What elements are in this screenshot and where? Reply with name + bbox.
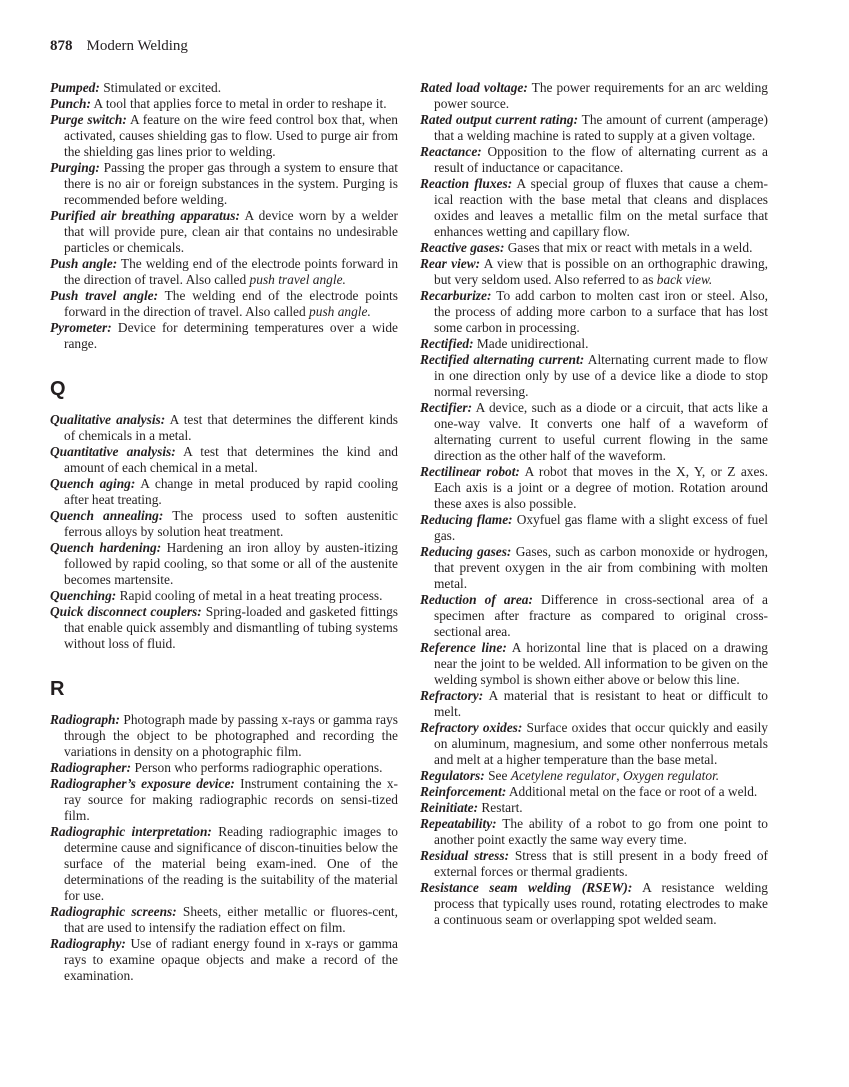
- glossary-term: Push angle:: [50, 256, 118, 271]
- glossary-definition: A test that determines the different kinds of chemicals in a metal.: [64, 412, 398, 443]
- glossary-definition: Hardening an iron alloy by austen-itizing followed by rapid cooling, so that some or all of the austenite becomes martensite.: [64, 540, 398, 587]
- glossary-definition: A feature on the wire feed control box that, when activated, causes shielding gas to flow. Used to purge air from the shielding gas lines prior to welding.: [64, 112, 398, 159]
- glossary-term: Rated output current rating:: [420, 112, 579, 127]
- glossary-definition: A horizontal line that is placed on a drawing near the joint to be welded. All information to be given on the welding symbol is shown either above or below this line.: [434, 640, 768, 687]
- glossary-entry: [420, 720, 768, 768]
- glossary-term: Purging:: [50, 160, 100, 175]
- glossary-definition: The power requirements for an arc welding power source.: [434, 80, 768, 111]
- glossary-term: Quantitative analysis:: [50, 444, 176, 459]
- glossary-entry: [50, 776, 398, 824]
- cross-reference: Acetylene regulator: [510, 768, 617, 783]
- glossary-definition: Stress that is still present in a body freed of external forces or thermal gradients.: [434, 848, 768, 879]
- glossary-definition: A view that is possible on an orthographic drawing, but very seldom used. Also referred to as: [434, 256, 768, 287]
- glossary-term: Reducing flame:: [420, 512, 513, 527]
- glossary-definition: The amount of current (amperage) that a welding machine is rated to supply at a given voltage.: [434, 112, 768, 143]
- glossary-definition: Person who performs radiographic operations.: [131, 760, 383, 775]
- glossary-entry: [420, 352, 768, 400]
- glossary-definition: A device worn by a welder that will provide pure, clean air that contains no undesirable particles or chemicals.: [64, 208, 398, 255]
- glossary-entry: [420, 880, 768, 928]
- glossary-term: Quench hardening:: [50, 540, 162, 555]
- glossary-entry: [420, 176, 768, 240]
- cross-reference: push travel angle.: [249, 272, 346, 287]
- glossary-entry: [420, 256, 768, 288]
- glossary-term: Rectified alternating current:: [420, 352, 585, 367]
- book-title: Modern Welding: [86, 38, 188, 54]
- cross-reference: push angle.: [309, 304, 371, 319]
- glossary-definition: The process used to soften austenitic ferrous alloys by solution heat treatment.: [64, 508, 398, 539]
- glossary-definition: Oxyfuel gas flame with a slight excess of fuel gas.: [434, 512, 768, 543]
- glossary-term: Quench aging:: [50, 476, 136, 491]
- glossary-term: Radiographic interpretation:: [50, 824, 212, 839]
- glossary-term: Radiograph:: [50, 712, 120, 727]
- glossary-definition: Device for determining temperatures over a wide range.: [64, 320, 398, 351]
- glossary-term: Quench annealing:: [50, 508, 164, 523]
- glossary-entry: [420, 784, 768, 800]
- glossary-term: Rated load voltage:: [420, 80, 528, 95]
- glossary-definition: ,: [616, 768, 623, 783]
- glossary-term: Reinitiate:: [420, 800, 479, 815]
- glossary-definition: Instrument containing the x-ray source for making radiographic records on sensi-tized film.: [64, 776, 399, 823]
- glossary-term: Radiographer’s exposure device:: [50, 776, 235, 791]
- glossary-term: Rear view:: [420, 256, 481, 271]
- glossary-column-left: [50, 80, 398, 984]
- glossary-entry: [50, 160, 398, 208]
- glossary-entry: [50, 320, 398, 352]
- glossary-definition: Surface oxides that occur quickly and easily on aluminum, magnesium, and some other nonferrous metals and melt at a higher temperature than the base metal.: [434, 720, 768, 767]
- glossary-term: Purge switch:: [50, 112, 127, 127]
- glossary-entry: [420, 640, 768, 688]
- glossary-entry: [50, 904, 398, 936]
- glossary-term: Push travel angle:: [50, 288, 159, 303]
- glossary-term: Resistance seam welding (RSEW):: [420, 880, 633, 895]
- glossary-term: Repeatability:: [420, 816, 497, 831]
- glossary-definition: A device, such as a diode or a circuit, that acts like a one-way valve. It converts one half of a waveform of alternating current to useful current flowing in the same direction as the other half of the waveform.: [434, 400, 768, 463]
- glossary-term: Quenching:: [50, 588, 117, 603]
- glossary-definition: The welding end of the electrode points forward in the direction of travel. Also called: [64, 256, 399, 287]
- glossary-entry: [420, 848, 768, 880]
- glossary-entry: [50, 936, 398, 984]
- glossary-entry: [50, 476, 398, 508]
- glossary-term: Reducing gases:: [420, 544, 512, 559]
- glossary-entry: [420, 144, 768, 176]
- glossary-term: Rectified:: [420, 336, 474, 351]
- glossary-definition: Gases, such as carbon monoxide or hydrogen, that prevent oxygen in the air from combining with molten metal.: [434, 544, 768, 591]
- glossary-entry: [50, 288, 398, 320]
- glossary-definition: A resistance welding process that typically uses round, rotating electrodes to make a continuous seam or overlapping spot welded seam.: [434, 880, 768, 927]
- glossary-term: Recarburize:: [420, 288, 492, 303]
- glossary-definition: Alternating current made to flow in one direction only by use of a device like a diode to stop normal reversing.: [434, 352, 769, 399]
- glossary-entry: [50, 256, 398, 288]
- glossary-entry: [50, 208, 398, 256]
- glossary-term: Quick disconnect couplers:: [50, 604, 202, 619]
- glossary-entry: [420, 544, 768, 592]
- glossary-entry: [420, 336, 768, 352]
- glossary-definition: Opposition to the flow of alternating current as a result of inductance or capacitance.: [434, 144, 768, 175]
- glossary-definition: To add carbon to molten cast iron or steel. Also, the process of adding more carbon to a surface that has lost some carbon in processing.: [434, 288, 768, 335]
- glossary-entry: [50, 712, 398, 760]
- glossary-definition: Passing the proper gas through a system to ensure that there is no air or foreign substances in the system. Purging is recommended before welding.: [64, 160, 398, 207]
- glossary-term: Reference line:: [420, 640, 507, 655]
- glossary-term: Radiography:: [50, 936, 126, 951]
- section-heading: R: [50, 678, 65, 700]
- glossary-term: Reinforcement:: [420, 784, 507, 799]
- glossary-definition: See: [484, 768, 511, 783]
- glossary-entry: [420, 464, 768, 512]
- glossary-entry: [420, 768, 768, 784]
- glossary-term: Regulators:: [420, 768, 485, 783]
- glossary-definition: Additional metal on the face or root of a weld.: [506, 784, 758, 799]
- glossary-entry: [420, 592, 768, 640]
- glossary-term: Pumped:: [50, 80, 100, 95]
- cross-reference: back view.: [656, 272, 713, 287]
- glossary-term: Rectifier:: [420, 400, 473, 415]
- cross-reference: Oxygen regulator.: [622, 768, 720, 783]
- section-heading: Q: [50, 378, 66, 400]
- glossary-term: Pyrometer:: [50, 320, 112, 335]
- glossary-entry: [50, 604, 398, 652]
- glossary-entry: [420, 816, 768, 848]
- glossary-term: Radiographer:: [50, 760, 132, 775]
- glossary-definition: Rapid cooling of metal in a heat treating process.: [116, 588, 383, 603]
- glossary-entry: [420, 688, 768, 720]
- glossary-term: Refractory oxides:: [420, 720, 523, 735]
- glossary-entry: [420, 512, 768, 544]
- running-header: [50, 38, 188, 55]
- glossary-entry: [420, 80, 768, 112]
- glossary-entry: [50, 540, 398, 588]
- glossary-term: Refractory:: [420, 688, 484, 703]
- glossary-definition: Gases that mix or react with metals in a weld.: [504, 240, 753, 255]
- glossary-definition: The ability of a robot to go from one point to another point exactly the same way every time.: [434, 816, 768, 847]
- glossary-column-right: [420, 80, 768, 928]
- glossary-entry: [420, 800, 768, 816]
- glossary-definition: A tool that applies force to metal in order to reshape it.: [90, 96, 387, 111]
- glossary-definition: Restart.: [478, 800, 523, 815]
- glossary-entry: [50, 80, 398, 96]
- glossary-term: Reaction fluxes:: [420, 176, 513, 191]
- glossary-entry: [420, 112, 768, 144]
- glossary-definition: Use of radiant energy found in x-rays or gamma rays to examine opaque objects and make a record of the examination.: [64, 936, 398, 983]
- glossary-entry: [50, 412, 398, 444]
- glossary-term: Purified air breathing apparatus:: [50, 208, 240, 223]
- glossary-entry: [50, 444, 398, 476]
- glossary-entry: [420, 400, 768, 464]
- glossary-entry: [50, 96, 398, 112]
- glossary-entry: [50, 508, 398, 540]
- glossary-entry: [50, 824, 398, 904]
- glossary-definition: Difference in cross-sectional area of a specimen after fracture as compared to original cross-sectional area.: [434, 592, 768, 639]
- glossary-entry: [420, 240, 768, 256]
- glossary-definition: A material that is resistant to heat or difficult to melt.: [434, 688, 768, 719]
- glossary-definition: A special group of fluxes that cause a chem-ical reaction with the base metal that cleans and displaces oxides and leaves a metallic film on the metal surface that enhances wetting and capillary flow.: [434, 176, 768, 239]
- glossary-definition: Stimulated or excited.: [99, 80, 222, 95]
- glossary-definition: The welding end of the electrode points forward in the direction of travel. Also called: [64, 288, 398, 319]
- glossary-term: Residual stress:: [420, 848, 510, 863]
- glossary-definition: Made unidirectional.: [473, 336, 589, 351]
- glossary-term: Radiographic screens:: [50, 904, 177, 919]
- glossary-definition: Reading radiographic images to determine cause and significance of discon-tinuities below the surface of the material being exam-ined. One of the determinations of the reading is the suitability of the material for use.: [64, 824, 398, 903]
- glossary-term: Qualitative analysis:: [50, 412, 166, 427]
- glossary-term: Punch:: [50, 96, 91, 111]
- glossary-entry: [50, 588, 398, 604]
- glossary-entry: [50, 760, 398, 776]
- glossary-entry: [50, 112, 398, 160]
- glossary-definition: A change in metal produced by rapid cooling after heat treating.: [64, 476, 398, 507]
- glossary-term: Reduction of area:: [420, 592, 533, 607]
- glossary-definition: A robot that moves in the X, Y, or Z axes. Each axis is a joint or a degree of motion. Rotation around these axes is also possible.: [434, 464, 768, 511]
- glossary-definition: Sheets, either metallic or fluores-cent, that are used to intensify the radiation effect on film.: [64, 904, 398, 935]
- glossary-term: Rectilinear robot:: [420, 464, 520, 479]
- glossary-definition: Photograph made by passing x-rays or gamma rays through the object to be photographed and recording the variations in density on a photographic film.: [64, 712, 398, 759]
- page-number: 878: [50, 38, 73, 54]
- glossary-term: Reactance:: [420, 144, 482, 159]
- glossary-definition: Spring-loaded and gasketed fittings that enable quick assembly and dismantling of tubing systems without loss of fluid.: [64, 604, 398, 651]
- glossary-entry: [420, 288, 768, 336]
- glossary-definition: A test that determines the kind and amount of each chemical in a metal.: [64, 444, 398, 475]
- glossary-term: Reactive gases:: [420, 240, 505, 255]
